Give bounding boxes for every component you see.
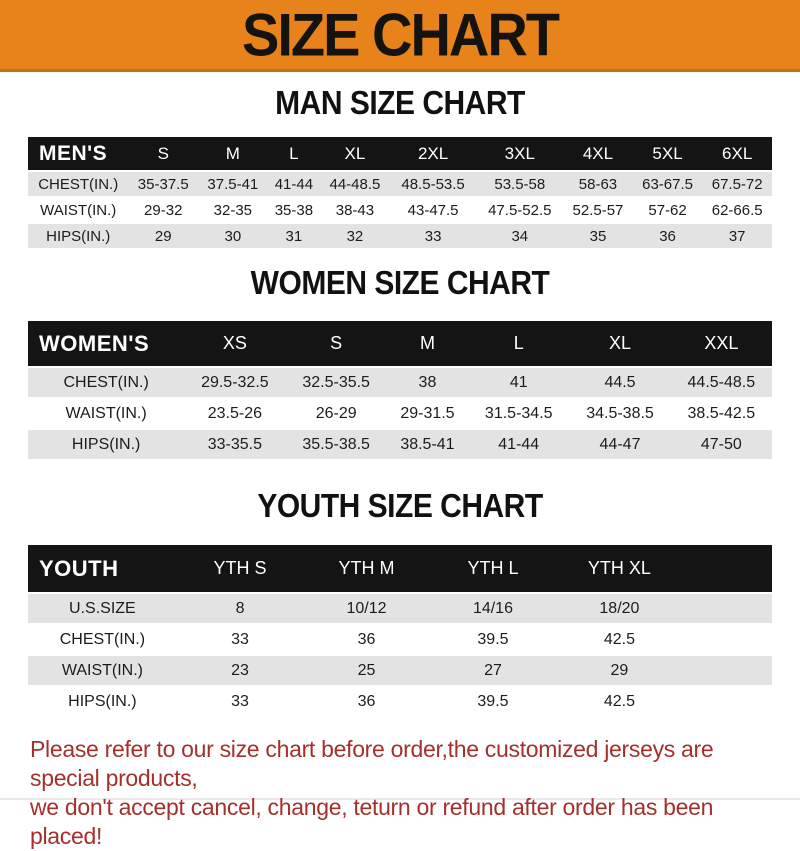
column-header: S [128,137,198,170]
table-row [28,224,772,248]
size-value-cell: 35-38 [268,198,321,222]
order-notice-line-1: Please refer to our size chart before order,the customized jerseys are special products, [30,736,714,791]
size-value-cell: 10/12 [303,594,429,623]
filler-cell [683,545,772,592]
size-value-cell: 33 [390,224,477,248]
man-section-heading-text: MAN SIZE CHART [275,84,525,122]
header-row [28,137,772,170]
table-row [28,625,772,654]
size-value-cell: 41 [468,368,569,397]
youth-table-body [28,594,772,716]
size-value-cell: 36 [303,625,429,654]
size-value-cell: 30 [198,224,268,248]
column-header: L [268,137,321,170]
size-value-cell: 29 [128,224,198,248]
size-value-cell: 38-43 [320,198,390,222]
header-row [28,545,772,592]
row-label: CHEST(IN.) [28,368,184,397]
column-header: YTH L [430,545,556,592]
size-value-cell: 42.5 [556,687,682,716]
size-value-cell: 35 [563,224,633,248]
size-value-cell: 67.5-72 [702,172,772,196]
column-header: YTH M [303,545,429,592]
table-row [28,399,772,428]
size-value-cell: 33 [177,625,303,654]
row-label: CHEST(IN.) [28,625,177,654]
size-value-cell: 44-47 [569,430,670,459]
row-label: WAIST(IN.) [28,399,184,428]
table-row [28,656,772,685]
column-header: 6XL [702,137,772,170]
column-header: S [286,321,387,366]
size-value-cell: 35.5-38.5 [286,430,387,459]
size-value-cell: 53.5-58 [476,172,563,196]
row-label: HIPS(IN.) [28,687,177,716]
size-value-cell: 37.5-41 [198,172,268,196]
women-section-heading [0,264,800,302]
column-header: M [387,321,468,366]
table-row [28,172,772,196]
size-value-cell: 44.5 [569,368,670,397]
table-row [28,430,772,459]
table-header-label: YOUTH [28,545,177,592]
youth-section-heading [0,487,800,525]
size-value-cell: 29-31.5 [387,399,468,428]
size-value-cell: 36 [633,224,703,248]
column-header: YTH S [177,545,303,592]
size-value-cell: 42.5 [556,625,682,654]
size-value-cell: 62-66.5 [702,198,772,222]
size-value-cell: 37 [702,224,772,248]
size-value-cell: 33 [177,687,303,716]
filler-cell [683,656,772,685]
size-value-cell: 31.5-34.5 [468,399,569,428]
column-header: 3XL [476,137,563,170]
mens-table-header [28,137,772,170]
filler-cell [683,625,772,654]
row-label: HIPS(IN.) [28,224,128,248]
womens-size-table [28,319,772,461]
table-row [28,687,772,716]
size-value-cell: 25 [303,656,429,685]
size-value-cell: 41-44 [268,172,321,196]
column-header: L [468,321,569,366]
size-value-cell: 39.5 [430,625,556,654]
man-section-heading [0,84,800,122]
size-value-cell: 8 [177,594,303,623]
size-value-cell: 29 [556,656,682,685]
size-value-cell: 26-29 [286,399,387,428]
youth-table-header [28,545,772,592]
column-header: 4XL [563,137,633,170]
size-value-cell: 27 [430,656,556,685]
row-label: U.S.SIZE [28,594,177,623]
column-header: XXL [671,321,772,366]
size-value-cell: 57-62 [633,198,703,222]
size-value-cell: 47.5-52.5 [476,198,563,222]
size-value-cell: 29-32 [128,198,198,222]
size-value-cell: 44.5-48.5 [671,368,772,397]
size-value-cell: 39.5 [430,687,556,716]
mens-size-table [28,135,772,250]
order-notice-line-2: we don't accept cancel, change, teturn or refund after order has been placed! [30,794,714,849]
size-value-cell: 38 [387,368,468,397]
size-value-cell: 33-35.5 [184,430,285,459]
mens-table-body [28,172,772,248]
table-header-label: MEN'S [28,137,128,170]
header-row [28,321,772,366]
column-header: 5XL [633,137,703,170]
womens-table-header [28,321,772,366]
size-value-cell: 34.5-38.5 [569,399,670,428]
size-value-cell: 32.5-35.5 [286,368,387,397]
column-header: XS [184,321,285,366]
column-header: 2XL [390,137,477,170]
row-label: WAIST(IN.) [28,198,128,222]
size-value-cell: 31 [268,224,321,248]
column-header: YTH XL [556,545,682,592]
order-notice [30,735,772,851]
size-chart-banner [0,0,800,72]
table-row [28,594,772,623]
size-value-cell: 38.5-42.5 [671,399,772,428]
table-row [28,368,772,397]
size-value-cell: 36 [303,687,429,716]
size-value-cell: 41-44 [468,430,569,459]
size-value-cell: 29.5-32.5 [184,368,285,397]
womens-table-body [28,368,772,459]
size-value-cell: 34 [476,224,563,248]
banner-title: SIZE CHART [242,0,558,68]
size-value-cell: 32-35 [198,198,268,222]
filler-cell [683,594,772,623]
size-value-cell: 44-48.5 [320,172,390,196]
size-value-cell: 32 [320,224,390,248]
column-header: M [198,137,268,170]
table-row [28,198,772,222]
size-value-cell: 47-50 [671,430,772,459]
size-value-cell: 23 [177,656,303,685]
size-value-cell: 18/20 [556,594,682,623]
women-section-heading-text: WOMEN SIZE CHART [250,264,550,302]
row-label: CHEST(IN.) [28,172,128,196]
size-value-cell: 14/16 [430,594,556,623]
size-value-cell: 35-37.5 [128,172,198,196]
size-value-cell: 23.5-26 [184,399,285,428]
table-header-label: WOMEN'S [28,321,184,366]
column-header: XL [569,321,670,366]
size-value-cell: 63-67.5 [633,172,703,196]
size-value-cell: 43-47.5 [390,198,477,222]
size-value-cell: 48.5-53.5 [390,172,477,196]
size-value-cell: 58-63 [563,172,633,196]
row-label: WAIST(IN.) [28,656,177,685]
filler-cell [683,687,772,716]
row-label: HIPS(IN.) [28,430,184,459]
youth-section-heading-text: YOUTH SIZE CHART [257,487,543,525]
youth-size-table [28,543,772,718]
column-header: XL [320,137,390,170]
size-value-cell: 38.5-41 [387,430,468,459]
size-value-cell: 52.5-57 [563,198,633,222]
